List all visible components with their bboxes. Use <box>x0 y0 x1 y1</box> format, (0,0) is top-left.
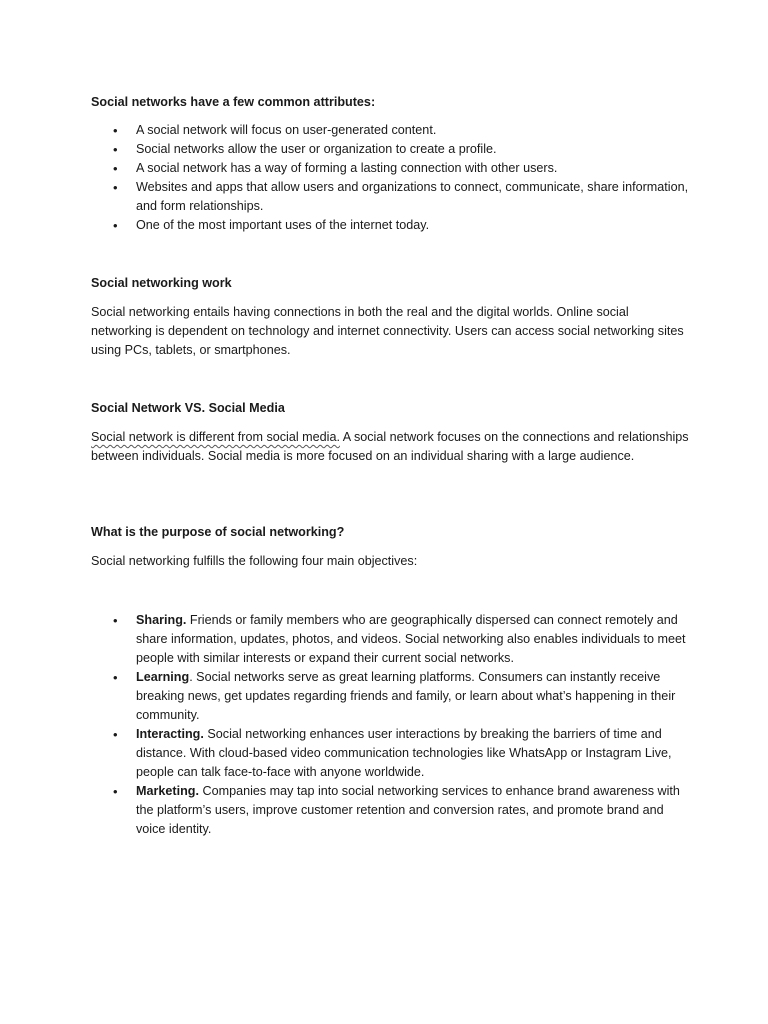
list-item <box>91 159 691 178</box>
bullet-icon: • <box>113 613 118 628</box>
list-item-text: Companies may tap into social networking services to enhance brand awareness with the platform’s users, improve customer retention and conversion rates, and promote brand and voice identity. <box>136 784 680 836</box>
list-item <box>91 782 691 839</box>
heading-common-attributes: Social networks have a few common attributes: <box>91 95 376 109</box>
term-label: Marketing. <box>136 784 199 798</box>
list-item-text: One of the most important uses of the internet today. <box>136 218 430 232</box>
list-item <box>91 216 691 235</box>
term-label: Learning <box>136 670 190 684</box>
spellcheck-underlined-text: Social network is different from social media. <box>91 430 340 444</box>
heading-social-networking-work: Social networking work <box>91 276 232 290</box>
paragraph-text: A social network focuses on the connections and relationships between individuals. Social media is more focused on an individual sharing with a large audience. <box>91 430 689 463</box>
list-item <box>91 611 691 668</box>
list-item-text: Social networks allow the user or organization to create a profile. <box>136 142 497 156</box>
bullet-icon: • <box>113 218 118 233</box>
heading-purpose: What is the purpose of social networking? <box>91 525 345 539</box>
bullet-icon: • <box>113 784 118 799</box>
heading-network-vs-media: Social Network VS. Social Media <box>91 401 285 415</box>
bullet-icon: • <box>113 161 118 176</box>
bullet-icon: • <box>113 180 118 195</box>
list-item-text: Social networking enhances user interactions by breaking the barriers of time and distance. With cloud-based video communication technologies like WhatsApp or Instagram Live, people can talk face-to-face with anyone worldwide. <box>136 727 672 779</box>
attributes-list <box>91 121 691 235</box>
list-item-text: A social network will focus on user-generated content. <box>136 123 437 137</box>
paragraph-purpose-intro: Social networking fulfills the following four main objectives: <box>91 554 418 568</box>
term-label: Interacting. <box>136 727 204 741</box>
objectives-list <box>91 611 691 839</box>
list-item <box>91 725 691 782</box>
bullet-icon: • <box>113 670 118 685</box>
bullet-icon: • <box>113 123 118 138</box>
list-item <box>91 140 691 159</box>
paragraph-network-vs-media <box>91 428 691 466</box>
bullet-icon: • <box>113 142 118 157</box>
list-item <box>91 178 691 216</box>
bullet-icon: • <box>113 727 118 742</box>
list-item <box>91 668 691 725</box>
list-item-text: Friends or family members who are geographically dispersed can connect remotely and share information, updates, photos, and videos. Social networking also enables individuals to meet people with similar interests or expand their current social networks. <box>136 613 686 665</box>
list-item <box>91 121 691 140</box>
list-item-text: Websites and apps that allow users and organizations to connect, communicate, share information, and form relationships. <box>136 180 689 213</box>
term-label: Sharing. <box>136 613 187 627</box>
list-item-text: . Social networks serve as great learning platforms. Consumers can instantly receive breaking news, get updates regarding friends and family, or learn about what’s happening in their community. <box>136 670 676 722</box>
paragraph-social-networking-work: Social networking entails having connections in both the real and the digital worlds. Online social networking is dependent on technology and internet connectivity. Users can access social networking sites using PCs, tablets, or smartphones. <box>91 305 684 357</box>
list-item-text: A social network has a way of forming a lasting connection with other users. <box>136 161 558 175</box>
